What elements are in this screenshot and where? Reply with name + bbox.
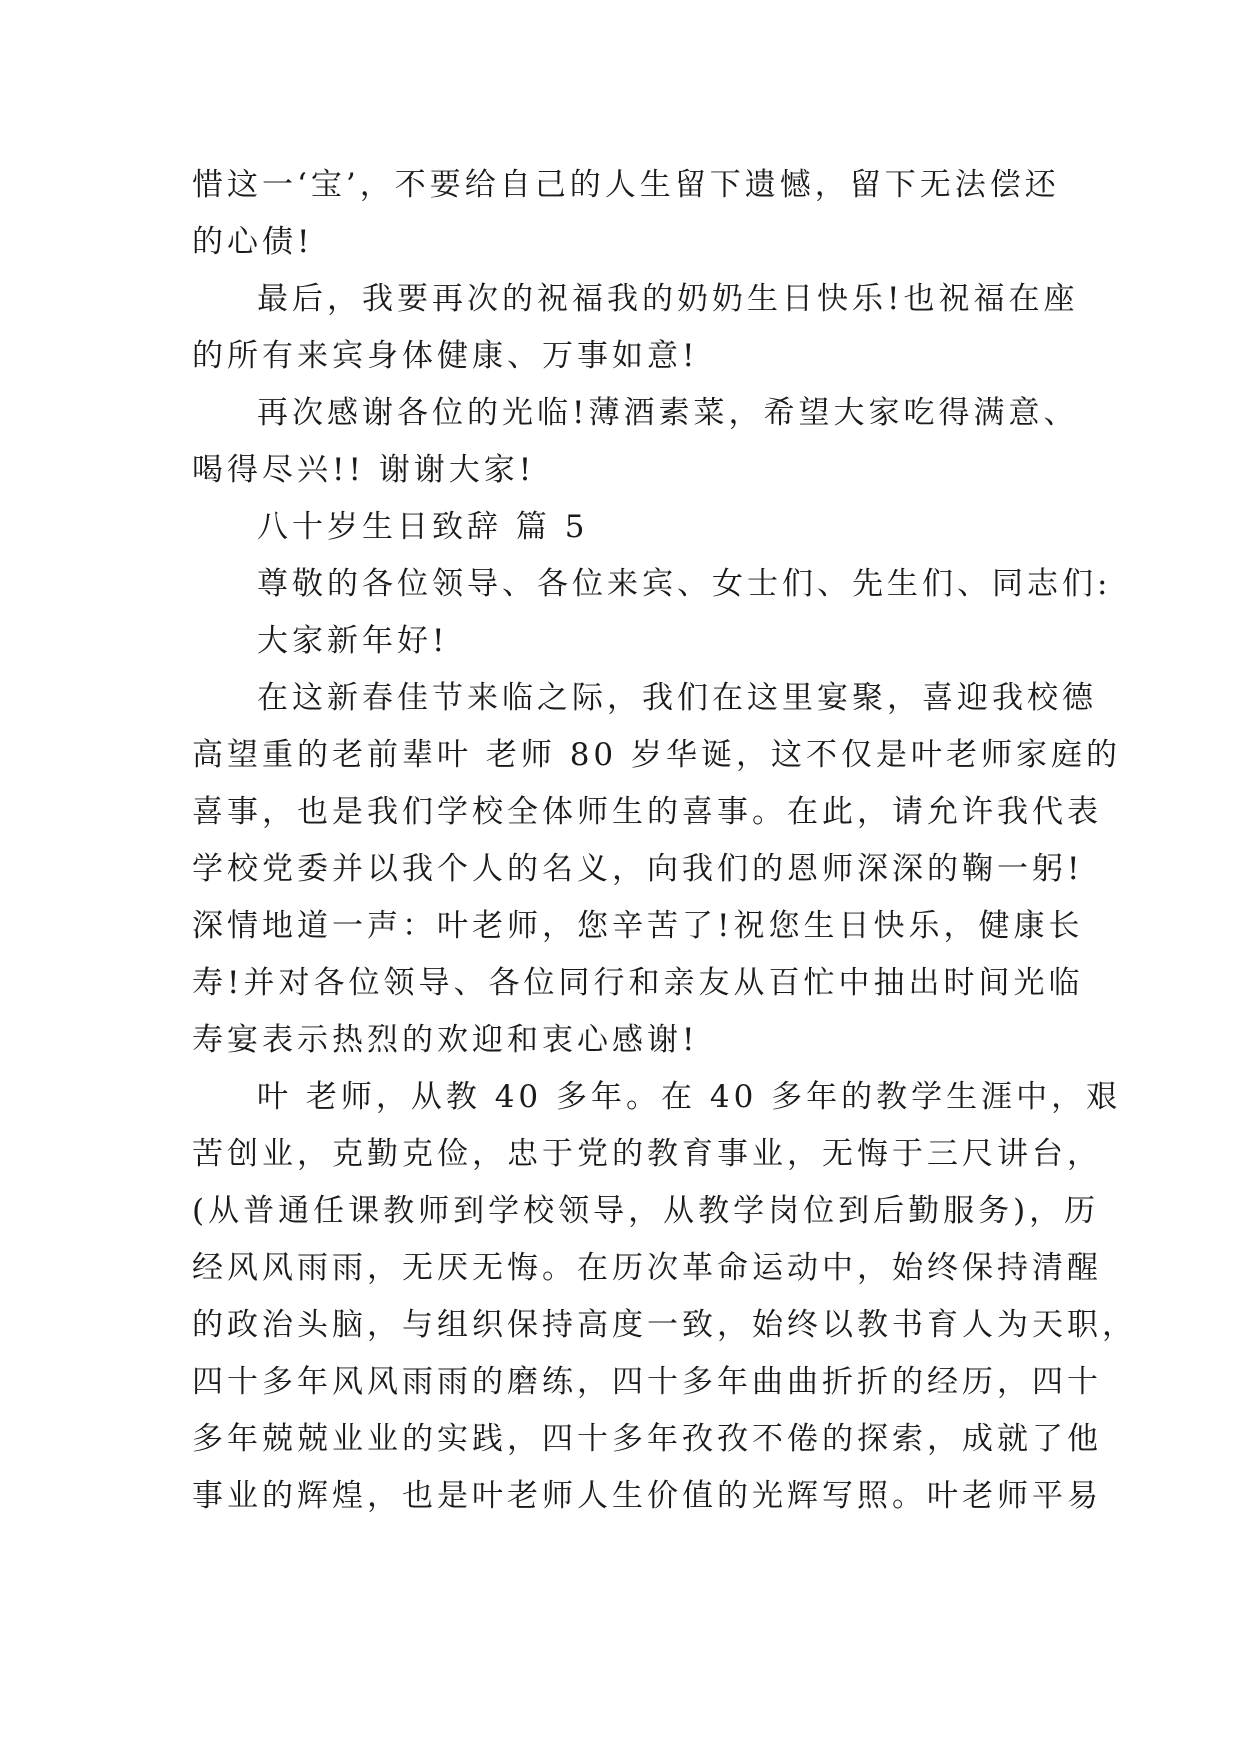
line-text: (从普通任课教师到学校领导，从教学岗位到后勤服务)，历 — [192, 1193, 1100, 1229]
line-text: 多年兢兢业业的实践，四十多年孜孜不倦的探索，成就了他 — [192, 1421, 1102, 1457]
line-text: 喜事，也是我们学校全体师生的喜事。在此，请允许我代表 — [192, 794, 1102, 830]
text-line — [192, 556, 1112, 613]
text-line — [192, 271, 1079, 328]
text-line — [192, 385, 1079, 442]
line-text: 高望重的老前辈叶 老师 80 岁华诞，这不仅是叶老师家庭的 — [192, 737, 1122, 773]
text-line — [192, 442, 1058, 499]
text-line — [192, 1126, 1102, 1183]
line-text: 四十多年风风雨雨的磨练，四十多年曲曲折折的经历，四十 — [192, 1364, 1102, 1400]
text-line — [192, 1240, 1102, 1297]
line-text: 尊敬的各位领导、各位来宾、女士们、先生们、同志们: — [257, 566, 1112, 602]
line-text: 的所有来宾身体健康、万事如意! — [192, 338, 699, 374]
document-body — [192, 157, 1137, 1525]
line-text: 寿宴表示热烈的欢迎和衷心感谢! — [192, 1022, 699, 1058]
text-line — [192, 1012, 1058, 1069]
line-text: 最后，我要再次的祝福我的奶奶生日快乐!也祝福在座 — [257, 281, 1079, 317]
heading-text: 八十岁生日致辞 篇 5 — [257, 509, 589, 545]
text-line — [192, 1468, 1102, 1525]
text-line — [192, 328, 1058, 385]
section-heading — [192, 499, 1058, 556]
text-line — [192, 841, 1084, 898]
line-text: 再次感谢各位的光临!薄酒素菜，希望大家吃得满意、 — [257, 395, 1079, 431]
line-text: 叶 老师，从教 40 多年。在 40 多年的教学生涯中，艰 — [257, 1079, 1122, 1115]
text-line — [192, 898, 1084, 955]
text-line — [192, 670, 1097, 727]
text-line — [192, 1354, 1102, 1411]
text-line — [192, 1069, 1122, 1126]
text-line — [192, 613, 1058, 670]
line-text: 喝得尽兴!! 谢谢大家! — [192, 452, 536, 488]
line-text: 在这新春佳节来临之际，我们在这里宴聚，喜迎我校德 — [257, 680, 1097, 716]
line-text: 苦创业，克勤克俭，忠于党的教育事业，无悔于三尺讲台， — [192, 1136, 1102, 1172]
line-text: 的政治头脑，与组织保持高度一致，始终以教书育人为天职， — [192, 1307, 1137, 1343]
line-text: 事业的辉煌，也是叶老师人生价值的光辉写照。叶老师平易 — [192, 1478, 1102, 1514]
line-text: 的心债! — [192, 224, 314, 260]
line-text: 惜这一‘宝’，不要给自己的人生留下遗憾，留下无法偿还 — [192, 167, 1060, 203]
text-line — [192, 1411, 1102, 1468]
line-text: 深情地道一声：叶老师，您辛苦了!祝您生日快乐，健康长 — [192, 908, 1084, 944]
text-line — [192, 157, 1058, 214]
text-line — [192, 955, 1084, 1012]
text-line — [192, 214, 1058, 271]
text-line — [192, 784, 1102, 841]
text-line — [192, 1297, 1137, 1354]
line-text: 寿!并对各位领导、各位同行和亲友从百忙中抽出时间光临 — [192, 965, 1084, 1001]
line-text: 大家新年好! — [257, 623, 449, 659]
line-text: 经风风雨雨，无厌无悔。在历次革命运动中，始终保持清醒 — [192, 1250, 1102, 1286]
line-text: 学校党委并以我个人的名义，向我们的恩师深深的鞠一躬! — [192, 851, 1084, 887]
text-line — [192, 1183, 1100, 1240]
text-line — [192, 727, 1122, 784]
